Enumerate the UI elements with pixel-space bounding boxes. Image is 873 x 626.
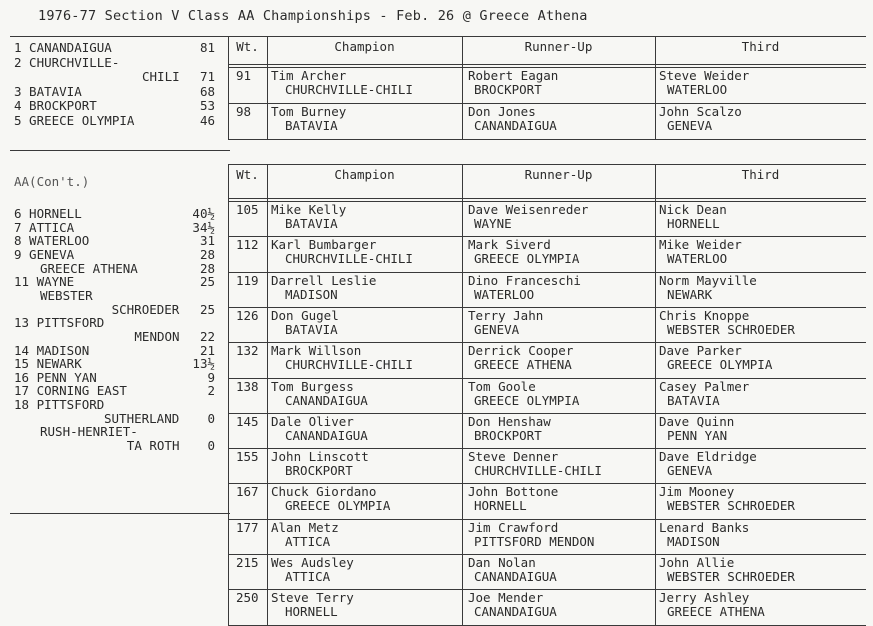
column-rule — [655, 36, 656, 140]
champion-name: Chuck Giordano — [271, 484, 377, 500]
weight-class: 138 — [236, 378, 259, 394]
runner-up-school: BROCKPORT — [474, 427, 542, 443]
left-bottom-rule — [10, 513, 230, 514]
third-school: WEBSTER SCHROEDER — [667, 498, 795, 514]
team-name-line: 5 GREECE OLYMPIA — [14, 112, 135, 128]
runner-up-school: CANANDAIGUA — [474, 569, 557, 584]
third-school: WATERLOO — [667, 251, 728, 267]
runner-up-name: Jim Crawford — [468, 519, 559, 535]
champion-school: CHURCHVILLE-CHILI — [285, 251, 413, 267]
third-school: GREECE ATHENA — [667, 604, 765, 620]
team-name-line: 9 GENEVA — [14, 246, 75, 262]
header-weight: Wt. — [236, 167, 259, 182]
team-name-line: TA ROTH — [126, 438, 180, 454]
team-score: 81 — [199, 40, 215, 55]
team-name-line: RUSH-HENRIET- — [40, 424, 138, 440]
runner-up-school: WATERLOO — [474, 286, 535, 302]
team-score: 31 — [199, 233, 215, 249]
team-name-line: 4 BROCKPORT — [14, 98, 97, 113]
champion-school: BROCKPORT — [285, 463, 353, 479]
runner-up-name: Mark Siverd — [468, 237, 551, 253]
runner-up-name: Joe Mender — [468, 590, 544, 606]
runner-up-school: GREECE OLYMPIA — [474, 392, 580, 408]
header-runner-up: Runner-Up — [524, 39, 593, 54]
team-score: 46 — [199, 112, 215, 128]
champion-school: CHURCHVILLE-CHILI — [285, 82, 413, 97]
team-name-line: 13 PITTSFORD — [14, 315, 105, 331]
weight-class: 98 — [236, 104, 252, 119]
team-name-line: 7 ATTICA — [14, 219, 75, 235]
team-score: 68 — [199, 83, 215, 99]
runner-up-name: Steve Denner — [468, 449, 559, 465]
third-school: WEBSTER SCHROEDER — [667, 569, 795, 584]
weight-class: 105 — [236, 202, 259, 217]
third-name: Lenard Banks — [659, 519, 750, 535]
team-score: 21 — [199, 342, 215, 358]
top-rule — [228, 164, 866, 165]
team-name-line: 8 WATERLOO — [14, 233, 90, 249]
team-score: 53 — [199, 98, 215, 113]
header-rule — [228, 64, 866, 65]
champion-name: Tim Archer — [271, 68, 347, 83]
champion-school: HORNELL — [285, 604, 338, 620]
row-rule — [228, 625, 866, 626]
header-champion: Champion — [334, 39, 395, 54]
third-school: GENEVA — [667, 118, 713, 133]
header-champion: Champion — [334, 167, 395, 182]
third-name: Jim Mooney — [659, 484, 735, 500]
runner-up-school: GREECE ATHENA — [474, 357, 572, 373]
runner-up-name: Derrick Cooper — [468, 343, 574, 359]
third-name: Dave Quinn — [659, 413, 735, 429]
runner-up-name: Don Henshaw — [468, 413, 551, 429]
third-name: John Scalzo — [659, 104, 742, 119]
column-rule — [462, 36, 463, 140]
weight-class: 167 — [236, 484, 259, 500]
champion-name: Tom Burney — [271, 104, 347, 119]
team-score: 40½ — [192, 206, 215, 221]
champion-name: Don Gugel — [271, 307, 339, 323]
left-rule — [10, 150, 230, 151]
header-third: Third — [741, 167, 780, 182]
third-school: WEBSTER SCHROEDER — [667, 321, 795, 337]
champion-school: CANANDAIGUA — [285, 392, 368, 408]
runner-up-school: PITTSFORD MENDON — [474, 533, 595, 549]
runner-up-school: WAYNE — [474, 216, 512, 231]
team-name-line: 15 NEWARK — [14, 356, 82, 372]
champion-school: BATAVIA — [285, 118, 338, 133]
top-rule — [10, 36, 866, 37]
champion-school: CHURCHVILLE-CHILI — [285, 357, 413, 373]
team-name-line: 1 CANANDAIGUA — [14, 40, 112, 55]
runner-up-school: BROCKPORT — [474, 82, 542, 97]
runner-up-name: Tom Goole — [468, 378, 536, 394]
team-name-line: 18 PITTSFORD — [14, 397, 105, 413]
champion-school: ATTICA — [285, 533, 331, 549]
runner-up-name: Don Jones — [468, 104, 536, 119]
weight-class: 91 — [236, 68, 252, 83]
third-name: Nick Dean — [659, 202, 727, 217]
champion-school: GREECE OLYMPIA — [285, 498, 391, 514]
team-score: 34½ — [192, 219, 215, 235]
header-runner-up: Runner-Up — [524, 167, 593, 182]
page-title: 1976-77 Section V Class AA Championships - Feb. 26 @ Greece Athena — [38, 8, 588, 24]
continued-label: AA(Con't.) — [14, 174, 90, 189]
team-score: 71 — [199, 69, 215, 84]
runner-up-name: Dave Weisenreder — [468, 202, 589, 217]
column-rule — [228, 36, 229, 140]
team-score: 9 — [207, 369, 215, 385]
third-school: GREECE OLYMPIA — [667, 357, 773, 373]
weight-class: 145 — [236, 413, 259, 429]
champion-name: Mike Kelly — [271, 202, 347, 217]
runner-up-name: Dan Nolan — [468, 555, 536, 570]
team-name-line: 14 MADISON — [14, 342, 90, 358]
champion-name: Steve Terry — [271, 590, 354, 606]
team-score: 28 — [199, 246, 215, 262]
third-school: MADISON — [667, 533, 720, 549]
third-name: Jerry Ashley — [659, 590, 750, 606]
third-name: Chris Knoppe — [659, 307, 750, 323]
runner-up-school: GREECE OLYMPIA — [474, 251, 580, 267]
champion-name: Alan Metz — [271, 519, 339, 535]
team-name-line: SCHROEDER — [111, 301, 180, 317]
team-name-line: 6 HORNELL — [14, 206, 82, 221]
runner-up-school: GENEVA — [474, 321, 520, 337]
weight-class: 155 — [236, 449, 259, 465]
team-name-line: SUTHERLAND — [104, 410, 180, 426]
runner-up-name: John Bottone — [468, 484, 559, 500]
champion-school: ATTICA — [285, 569, 331, 584]
third-school: BATAVIA — [667, 392, 720, 408]
runner-up-name: Robert Eagan — [468, 68, 559, 83]
team-score: 25 — [199, 301, 215, 317]
third-name: Steve Weider — [659, 68, 750, 83]
champion-school: BATAVIA — [285, 216, 338, 231]
team-name-line: 11 WAYNE — [14, 274, 75, 290]
runner-up-name: Terry Jahn — [468, 307, 544, 323]
weight-class: 250 — [236, 590, 259, 606]
header-weight: Wt. — [236, 39, 259, 54]
runner-up-school: CANANDAIGUA — [474, 118, 557, 133]
third-name: Norm Mayville — [659, 272, 757, 288]
header-rule — [228, 198, 866, 199]
third-school: NEWARK — [667, 286, 713, 302]
third-name: Dave Parker — [659, 343, 742, 359]
weight-class: 215 — [236, 555, 259, 570]
team-score: 0 — [207, 438, 215, 454]
runner-up-school: CANANDAIGUA — [474, 604, 557, 620]
third-name: Casey Palmer — [659, 378, 750, 394]
champion-name: John Linscott — [271, 449, 369, 465]
weight-class: 126 — [236, 307, 259, 323]
column-rule — [228, 164, 229, 626]
third-school: WATERLOO — [667, 82, 728, 97]
team-name-line: CHILI — [142, 69, 180, 84]
champion-name: Karl Bumbarger — [271, 237, 377, 253]
column-rule — [267, 36, 268, 140]
champion-name: Dale Oliver — [271, 413, 354, 429]
row-rule — [228, 139, 866, 140]
team-name-line: GREECE ATHENA — [40, 260, 138, 276]
champion-school: CANANDAIGUA — [285, 427, 368, 443]
third-school: HORNELL — [667, 216, 720, 231]
team-name-line: 16 PENN YAN — [14, 369, 97, 385]
team-score: 22 — [199, 328, 215, 344]
team-score: 2 — [207, 383, 215, 399]
third-school: PENN YAN — [667, 427, 728, 443]
third-name: John Allie — [659, 555, 735, 570]
column-rule — [267, 164, 268, 626]
champion-school: BATAVIA — [285, 321, 338, 337]
weight-class: 132 — [236, 343, 259, 359]
header-third: Third — [741, 39, 780, 54]
third-name: Dave Eldridge — [659, 449, 757, 465]
runner-up-name: Dino Franceschi — [468, 272, 581, 288]
column-rule — [655, 164, 656, 626]
champion-name: Darrell Leslie — [271, 272, 377, 288]
column-rule — [462, 164, 463, 626]
third-school: GENEVA — [667, 463, 713, 479]
runner-up-school: CHURCHVILLE-CHILI — [474, 463, 602, 479]
champion-name: Wes Audsley — [271, 555, 354, 570]
team-name-line: 3 BATAVIA — [14, 83, 82, 99]
team-score: 13½ — [192, 356, 215, 372]
team-score: 0 — [207, 410, 215, 426]
team-name-line: 17 CORNING EAST — [14, 383, 127, 399]
team-score: 25 — [199, 274, 215, 290]
champion-name: Tom Burgess — [271, 378, 354, 394]
champion-name: Mark Willson — [271, 343, 362, 359]
weight-class: 112 — [236, 237, 259, 253]
third-name: Mike Weider — [659, 237, 742, 253]
weight-class: 119 — [236, 272, 259, 288]
team-name-line: WEBSTER — [40, 287, 93, 303]
weight-class: 177 — [236, 519, 259, 535]
runner-up-school: HORNELL — [474, 498, 527, 514]
champion-school: MADISON — [285, 286, 338, 302]
team-name-line: 2 CHURCHVILLE- — [14, 54, 120, 70]
team-name-line: MENDON — [134, 328, 180, 344]
team-score: 28 — [199, 260, 215, 276]
